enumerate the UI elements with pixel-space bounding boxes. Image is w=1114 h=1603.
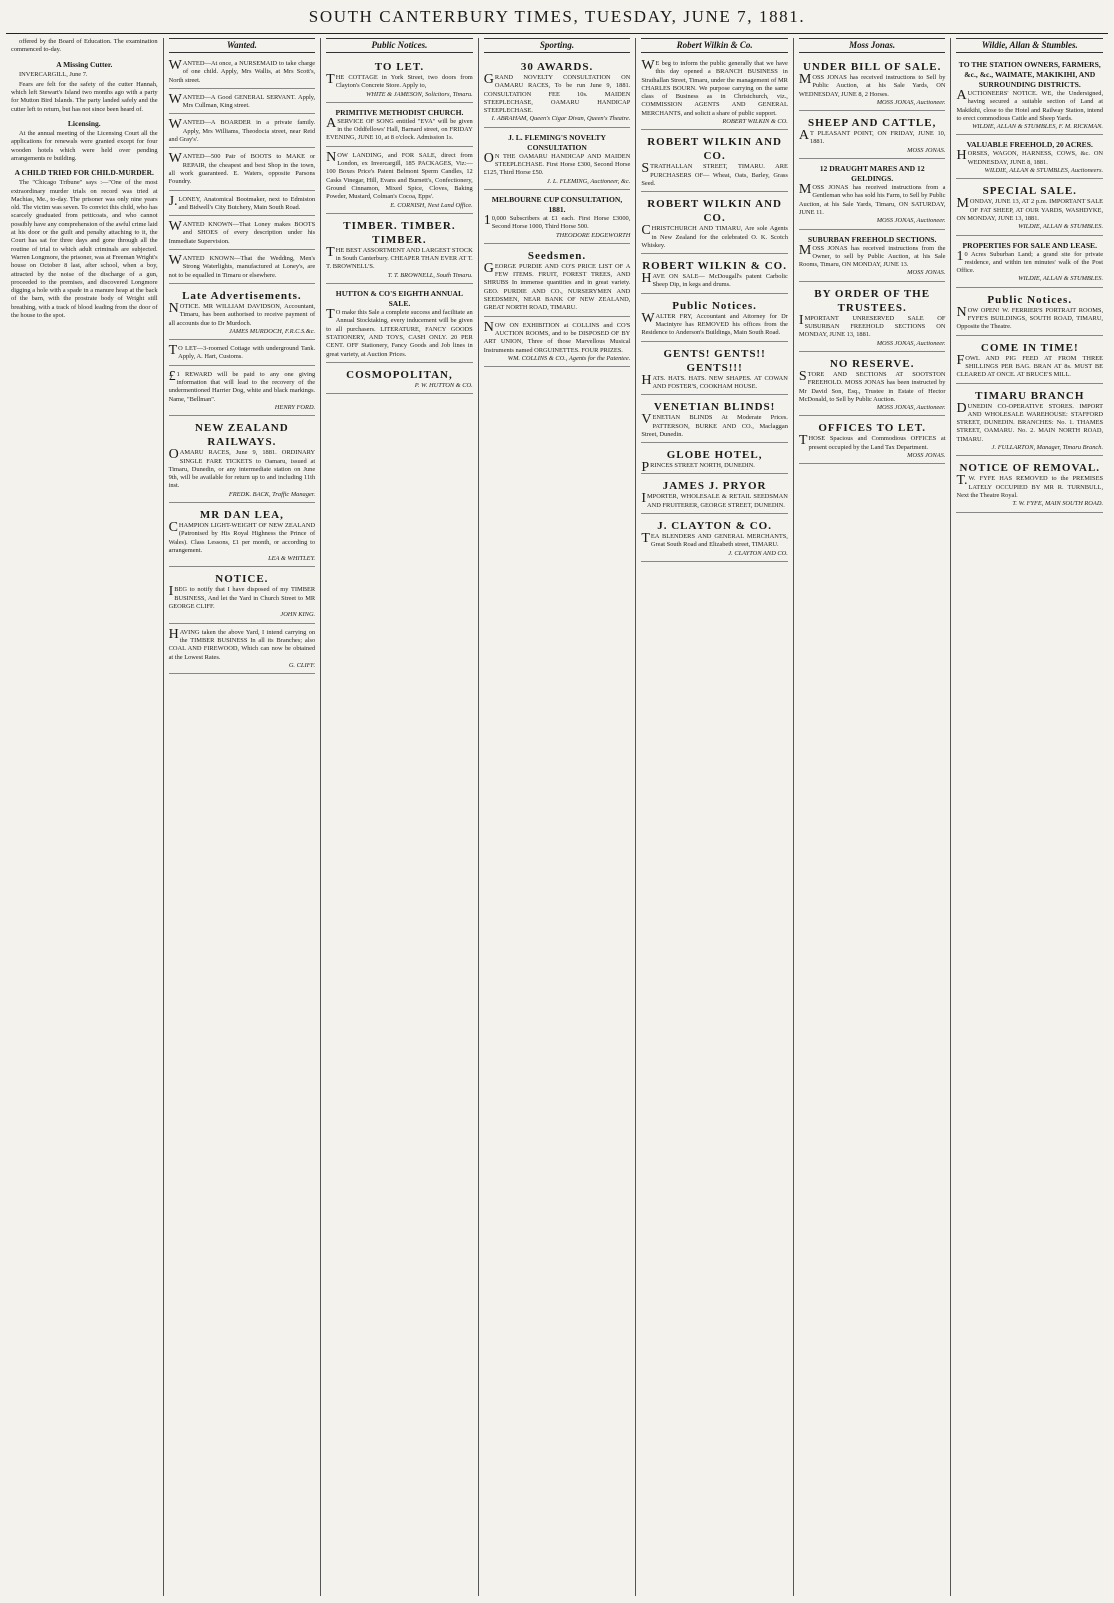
ad-title: ROBERT WILKIN AND CO. — [647, 198, 782, 225]
advertisement — [641, 57, 788, 130]
masthead-rule — [6, 33, 1108, 34]
ad-text: ASERVICE OF SONG entitled "EVA" will be given in the Oddfellows' Hall, Barnard street, on FRIDAY EVENING, JUNE 10, at 8 o'clock. Admission 1s. — [326, 115, 473, 142]
ad-text: HAVE ON SALE— McDougall's patent Carbolic Sheep Dip, in kegs and drums. — [641, 271, 788, 289]
ad-signature: MOSS JONAS, Auctioneer. — [876, 217, 946, 225]
ad-signature: T. W. FYFE, MAIN SOUTH ROAD. — [1012, 500, 1104, 508]
ad-text: FOWL AND PIG FEED AT FROM THREE SHILLINGS PER BAG. BRAN AT 8s. MUST BE CLEARED AT ONCE. AT BRUCE'S MILL. — [956, 352, 1104, 379]
advertisement — [641, 256, 788, 294]
masthead: SOUTH CANTERBURY TIMES, TUESDAY, JUNE 7, 1881. — [308, 7, 806, 26]
article-paragraph: Fears are felt for the safety of the cutter Hannah, which left Stewart's Island two months ago with a party for Mutton Bird Islands. The party landed safely and the cutter left to return, but has not since been heard of. — [11, 80, 158, 113]
advertisement — [641, 516, 788, 562]
ad-text: GEORGE PURDIE AND CO'S PRICE LIST OF A FEW ITEMS. FRUIT, FOREST TREES, AND SHRUBS In immense quantities and in great variety. GEO. PURDIE AND CO., NURSERYMEN AND SEEDSMEN, NEAR BANK OF NEW ZEALAND, GREAT NORTH ROAD, TIMARU. — [483, 260, 631, 312]
advertisement — [326, 149, 473, 214]
ad-text: ON THE OAMARU HANDICAP AND MAIDEN STEEPLECHASE. First Horse £300, Second Horse £125, Third Horse £50. — [483, 150, 631, 177]
ad-text: IBEG to notify that I have disposed of my TIMBER BUSINESS, And let the Yard in Church Street to MR GEORGE CLIFF. — [168, 584, 316, 611]
ad-text: VENETIAN BLINDS At Moderate Prices. PATTERSON, BURKE AND CO., Maclaggan Street, Dunedin. — [641, 412, 788, 438]
ad-text: HATS. HATS. HATS. NEW SHAPES. AT COWAN AND FOSTER'S, COOKHAM HOUSE. — [641, 372, 788, 390]
advertisement — [641, 296, 788, 342]
ad-text: AT PLEASANT POINT, ON FRIDAY, JUNE 10, 1881. — [798, 128, 946, 146]
advertisement — [169, 569, 316, 623]
ad-title: SPECIAL SALE. — [982, 185, 1077, 198]
advertisement — [956, 181, 1103, 235]
advertisement — [641, 397, 788, 443]
column-4 — [479, 38, 637, 1596]
article-body — [11, 179, 158, 320]
ad-title: TIMARU BRANCH — [975, 389, 1085, 402]
ad-signature: JAMES MURDOCH, F.R.C.S.&c. — [229, 327, 316, 335]
column-2 — [164, 38, 322, 1596]
ad-title: BY ORDER OF THE TRUSTEES. — [814, 287, 931, 314]
ad-signature: J. CLAYTON AND CO. — [728, 549, 788, 557]
ad-title: OFFICES TO LET. — [818, 422, 926, 435]
ad-title: 12 DRAUGHT MARES AND 12 GELDINGS. — [819, 164, 925, 184]
advertisement — [799, 418, 946, 464]
ad-text: WANTED—At once, a NURSEMAID to take charge of one child. Apply, Mrs Wallis, at Mrs Scott's, North street. — [168, 58, 316, 84]
article-body — [11, 38, 158, 55]
advertisement — [326, 365, 473, 394]
article-paragraph: At the annual meeting of the Licensing Court all the applications for renewals were granted except for four wooden hotels which were held over pending arrangements re building. — [11, 130, 158, 162]
column-heading: Robert Wilkin & Co. — [641, 38, 788, 53]
newspaper-columns — [6, 38, 1108, 1596]
news-article — [11, 168, 158, 320]
advertisement — [169, 342, 316, 366]
ad-signature: MOSS JONAS. — [907, 269, 946, 277]
advertisement — [169, 418, 316, 503]
article-body — [11, 130, 158, 163]
ad-text: WALTER FRY, Accountant and Attorney for Dr Macintyre has REMOVED his offices from the Residence to Anderson's Buildings, Main South Road. — [641, 310, 788, 337]
ad-text: 10 Acres Suburban Land; a grand site for private residence, and within ten minutes' walk of the Post Office. — [956, 248, 1104, 275]
advertisement — [956, 338, 1103, 384]
ad-text: STRATHALLAN STREET, TIMARU. ARE PURCHASERS OF— Wheat, Oats, Barley, Grass Seed. — [641, 161, 788, 187]
ad-title: Late Advertisements. — [182, 289, 302, 302]
ad-signature: E. CORNISH, Next Land Office. — [390, 201, 473, 209]
advertisement — [169, 193, 316, 217]
ad-title: NOTICE OF REMOVAL. — [959, 462, 1101, 475]
ad-title: MR DAN LEA, — [199, 508, 284, 521]
ad-title: PROPERTIES FOR SALE AND LEASE. — [962, 240, 1098, 250]
ad-text: WE beg to inform the public generally that we have this day opened a BRANCH BUSINESS in Strathallan Street, Timaru, under the management of MR CHARLES BOURN. We purpose carrying on the same class of Business as in Christchurch, viz., COMMISSION AGENTS AND GENERAL MERCHANTS, and solicit a share of public support. — [641, 58, 788, 117]
news-article — [11, 38, 158, 55]
advertisement — [641, 476, 788, 514]
ad-text: GRAND NOVELTY CONSULTATION ON OAMARU RACES, To be run June 9, 1881. CONSULTATION FEE 10s. MAIDEN STEEPLECHASE, OAMARU HANDICAP STEEPLECHASE. — [483, 72, 631, 115]
advertisement — [169, 116, 316, 148]
advertisement — [956, 386, 1103, 457]
article-paragraph: The "Chicago Tribune" says :—"One of the most extraordinary murder trials on record was tried at Machias, Me., to-day. The prisoner was only nine years old. The victim was seven. To convict this child, who has scarcely graduated from petticoats, and who cannot possibly have any comprehension of the awful crime laid at his door or the guilt and penalty attaching to it, the Court has sat for three days and gone through all the routine of trial to which adult criminals are subjected. Warren Longmore, the prisoner, was at Freeman Wright's house on October 8 last, after school, when a boy, attracted by the noise of the discharge of a gun, proceeded to the premises, and discovered Longmore digging a hole with a spade in a manure heap at the back of the barn, with the prostrate body of Wright still breathing, with a track of blood leading from the door of the house to the spot. — [11, 179, 158, 320]
ad-title: VALUABLE FREEHOLD, 20 ACRES. — [966, 140, 1093, 150]
ad-title: J. CLAYTON & CO. — [657, 520, 772, 533]
ad-signature: J. L. FLEMING, Auctioneer, &c. — [546, 177, 631, 185]
advertisement — [326, 105, 473, 147]
column-heading: Moss Jonas. — [799, 38, 946, 53]
ad-title: SHEEP AND CATTLE, — [808, 117, 937, 130]
column-1 — [6, 38, 164, 1596]
advertisement — [799, 161, 946, 229]
advertisement — [326, 57, 473, 103]
ad-text: DUNEDIN CO-OPERATIVE STORES. IMPORT AND WHOLESALE WAREHOUSE: STAFFORD STREET, DUNEDIN. BRANCHES: No. 1. THAMES STREET, OAMARU. No. 2. MAIN NORTH ROAD, TIMARU. — [956, 400, 1104, 443]
advertisement — [956, 290, 1103, 336]
advertisement — [169, 286, 316, 340]
ad-text: WANTED—500 Pair of BOOTS to MAKE or REPAIR, the cheapest and best Shop in the town, all work guaranteed. E. Waters, opposite Parsons Foundry. — [168, 151, 316, 186]
ad-text: NOW LANDING, and FOR SALE, direct from London, ex Invercargill, 185 PACKAGES, Viz:— 100 Boxes Price's Patent Belmont Sperm Candles, 12 Casks Vinegar, Hill, Evans and Burnett's, Confectionery, Ground Cinnamon, Mixed Spice, Cloves, Baking Powder, Mustard, Colman's Cocoa, Epps'. — [326, 149, 473, 201]
ad-title: NO RESERVE. — [829, 357, 915, 370]
ad-signature: JOHN KING. — [280, 611, 316, 619]
ad-text: PRINCES STREET NORTH, DUNEDIN. — [641, 460, 755, 476]
advertisement — [956, 238, 1103, 288]
ad-signature: I. ABRAHAM, Queen's Cigar Divan, Queen's Theatre. — [491, 115, 631, 123]
advertisement — [799, 284, 946, 352]
ad-title: Seedsmen. — [527, 249, 587, 262]
column-heading: Wanted. — [169, 38, 316, 53]
ad-text: THE BEST ASSORTMENT AND LARGEST STOCK in South Canterbury. CHEAPER THAN EVER AT T. T. BROWNELL'S. — [326, 244, 473, 271]
ad-title: ROBERT WILKIN AND CO. — [647, 136, 782, 163]
advertisement — [326, 216, 473, 284]
advertisement — [169, 218, 316, 250]
ad-text: WANTED—A Good GENERAL SERVANT. Apply, Mrs Cullman, King street. — [168, 91, 316, 110]
news-article — [11, 119, 158, 163]
ad-signature: MOSS JONAS, Auctioneer. — [876, 404, 946, 412]
ad-signature: LEA & WHITLEY. — [268, 555, 316, 563]
advertisement — [169, 91, 316, 115]
ad-title: NEW ZEALAND RAILWAYS. — [195, 422, 289, 449]
ad-title: J. L. FLEMING'S NOVELTY CONSULTATION — [508, 132, 606, 152]
ad-title: GLOBE HOTEL, — [666, 449, 763, 462]
advertisement — [799, 232, 946, 282]
ad-title: PRIMITIVE METHODIST CHURCH. — [335, 107, 464, 117]
advertisement — [641, 344, 788, 396]
article-title: A CHILD TRIED FOR CHILD-MURDER. — [14, 168, 154, 178]
advertisement — [799, 57, 946, 111]
ad-text: MOSS JONAS has received instructions to Sell by Public Auction, at his Sale Yards, ON WEDNESDAY, JUNE 8, 2 Horses. — [798, 72, 946, 98]
article-title: Licensing. — [67, 119, 101, 129]
ad-text: HAVING taken the above Yard, I intend carrying on the TIMBER BUSINESS In all its Branches; also COAL AND FIREWOOD, Which can now be obtained at the Lowest Rates. — [168, 626, 316, 661]
ad-signature: FREDK. BACK, Traffic Manager. — [228, 490, 316, 498]
ad-text: MONDAY, JUNE 13, AT 2 p.m. IMPORTANT SALE OF FAT SHEEP, AT OUR YARDS, WASHDYKE, ON MONDAY, JUNE 13, 1881. — [956, 196, 1104, 222]
ad-title: TIMBER. TIMBER. TIMBER. — [343, 219, 456, 246]
ad-title: Public Notices. — [987, 293, 1073, 306]
ad-text: MOSS JONAS has received instructions from a Gentleman who has sold his Farm, to Sell by Public Auction, at his Sale Yards, Timaru, ON SATURDAY, JUNE 11. — [798, 182, 946, 216]
article-title: A Missing Cutter. — [56, 59, 113, 69]
ad-title: SUBURBAN FREEHOLD SECTIONS. — [807, 234, 937, 244]
ad-text: T.W. FYFE HAS REMOVED to the PREMISES LATELY OCCUPIED BY MR R. TURNBULL, Next the Theatre Royal. — [956, 473, 1104, 499]
ad-signature: G. CLIFF. — [288, 661, 316, 669]
ad-text: OAMARU RACES, June 9, 1881. ORDINARY SINGLE FARE TICKETS to Oamaru, issued at Timaru, Dunedin, or any intermediate station on June 9th, will be available for return up to and including 11th inst. — [168, 447, 316, 490]
column-heading: Wildie, Allan & Stumbles. — [956, 38, 1103, 53]
ad-signature: WHITE & JAMESON, Solicitors, Timaru. — [366, 90, 473, 98]
ad-text: NOTICE. MR WILLIAM DAVIDSON, Accountant, Timaru, has been authorised to receive payment of all accounts due to Dr Murdoch. — [168, 300, 316, 327]
advertisement — [641, 194, 788, 254]
advertisement — [484, 57, 631, 128]
advertisement — [484, 130, 631, 190]
ad-signature: MOSS JONAS, Auctioneer. — [876, 98, 946, 106]
ad-title: ROBERT WILKIN & CO. — [642, 260, 787, 273]
ad-signature: ROBERT WILKIN & CO. — [722, 118, 788, 126]
ad-text: CHAMPION LIGHT-WEIGHT OF NEW ZEALAND (Patronised by His Royal Highness the Prince of Wales). Class Lessons, £1 per month, or according to arrangement. — [168, 519, 316, 554]
ad-text: J.LONEY, Anatomical Bootmaker, next to Edmiston and Bidwell's City Butchery, Main South Road. — [168, 193, 316, 211]
ad-signature: WILDIE, ALLAN & STUMBLES. — [1018, 223, 1104, 231]
advertisement — [169, 252, 316, 284]
advertisement — [484, 319, 631, 367]
ad-text: IMPORTANT UNRESERVED SALE OF SUBURBAN FREEHOLD SECTIONS ON MONDAY, JUNE 13, 1881. — [798, 312, 946, 339]
advertisement — [169, 150, 316, 190]
news-article — [11, 60, 158, 114]
ad-text: WANTED KNOWN—That the Wedding, Men's Strong Waterlights, manufactured at Loney's, are not to be equalled in Timaru or elsewhere. — [168, 253, 316, 279]
advertisement — [956, 458, 1103, 512]
ad-text: IMPORTER, WHOLESALE & RETAIL SEEDSMAN AND FRUITERER, GEORGE STREET, DUNEDIN. — [641, 491, 788, 509]
ad-signature: WILDIE, ALLAN & STUMBLES. — [1018, 275, 1104, 283]
advertisement — [326, 286, 473, 363]
column-6 — [794, 38, 952, 1596]
ad-signature: WILDIE, ALLAN & STUMBLES, Auctioneers. — [984, 167, 1104, 175]
ad-signature: MOSS JONAS, Auctioneer. — [876, 339, 946, 347]
ad-title: UNDER BILL OF SALE. — [802, 61, 942, 73]
advertisement — [641, 445, 788, 474]
advertisement — [956, 57, 1103, 135]
ad-signature: MOSS JONAS. — [907, 146, 946, 154]
ad-title: VENETIAN BLINDS! — [653, 401, 776, 414]
ad-text: HORSES, WAGON, HARNESS, COWS, &c. ON WEDNESDAY, JUNE 8, 1881. — [956, 148, 1104, 166]
ad-text: CHRISTCHURCH AND TIMARU, Are sole Agents in New Zealand for the celebrated O. K. Scotch Whiskey. — [641, 223, 788, 249]
column-heading: Public Notices. — [326, 38, 473, 53]
advertisement — [169, 57, 316, 89]
ad-signature: J. FULLARTON, Manager, Timaru Branch. — [991, 444, 1104, 452]
ad-signature: WM. COLLINS & CO., Agents for the Patentee. — [507, 354, 631, 362]
ad-signature: P. W. HUTTON & CO. — [414, 381, 473, 389]
advertisement — [169, 368, 316, 416]
ad-text: NOW ON EXHIBITION at COLLINS and CO'S AUCTION ROOMS, and to be DISPOSED OF BY ART UNION, Three of those Marvellous Musical Instruments named ORGUINETTES. FOUR PRIZES. — [483, 319, 631, 354]
ad-title: HUTTON & CO'S EIGHTH ANNUAL SALE. — [335, 289, 464, 309]
column-3 — [321, 38, 479, 1596]
ad-signature: T. T. BROWNELL, South Timaru. — [387, 271, 473, 279]
ad-text: THE COTTAGE in York Street, two doors from Clayton's Concrete Store. Apply to, — [326, 72, 473, 90]
ad-title: 30 AWARDS. — [520, 61, 594, 73]
ad-text: AUCTIONEERS' NOTICE. WE, the Undersigned, having secured a suitable section of Land at Makikihi, close to the Hotel and Railway Station, intend to erect commodious Cattle and Sheep Yards. — [956, 88, 1104, 122]
ad-text: THOSE Spacious and Commodious OFFICES at present occupied by the Land Tax Department. — [798, 433, 946, 451]
advertisement — [169, 626, 316, 674]
column-heading: Sporting. — [484, 38, 631, 53]
ad-signature: MOSS JONAS. — [907, 452, 946, 460]
ad-signature: WILDIE, ALLAN & STUMBLES, F. M. RICKMAN. — [972, 123, 1104, 131]
ad-title: TO LET. — [374, 61, 425, 73]
ad-title: MELBOURNE CUP CONSULTATION, 1881. — [491, 194, 623, 214]
column-7 — [951, 38, 1108, 1596]
advertisement — [799, 113, 946, 159]
ad-text: NOW OPEN! W. FERRIER'S PORTRAIT ROOMS, FYFE'S BUILDINGS, SOUTH ROAD, TIMARU, Opposite the Theatre. — [956, 304, 1104, 331]
ad-title: NOTICE. — [215, 573, 269, 586]
ad-signature: HENRY FORD. — [274, 403, 316, 411]
advertisement — [484, 246, 631, 317]
ad-text: MOSS JONAS has received instructions from the Owner, to sell by Public Auction, at his Sale Rooms, Timaru, ON MONDAY, JUNE 13. — [798, 242, 946, 269]
ad-title: COSMOPOLITAN, — [346, 368, 453, 381]
ad-title: TO THE STATION OWNERS, FARMERS, &c., &c., WAIMATE, MAKIKIHI, AND SURROUNDING DISTRICTS. — [958, 60, 1101, 89]
advertisement — [641, 132, 788, 192]
ad-text: WANTED—A BOARDER in a private family. Apply, Mrs Williams, Theodocia street, near Reid and Gray's'. — [168, 117, 316, 144]
advertisement — [799, 354, 946, 416]
ad-text: 10,000 Subscribers at £1 each. First Horse £3000, Second Horse 1000, Third Horse 500. — [483, 212, 631, 231]
ad-text: STORE AND SECTIONS AT SOOTSTON FREEHOLD. MOSS JONAS has been instructed by Mr David Son, Esq., Trustee in Estate of Hector McDonald, to Sell by Public Auction. — [798, 368, 946, 403]
article-body — [11, 71, 158, 114]
advertisement — [169, 505, 316, 567]
ad-title: GENTS! GENTS!! GENTS!!! — [663, 347, 766, 374]
advertisement — [956, 137, 1103, 179]
ad-text: TO make this Sale a complete success and facilitate an Annual Stocktaking, every inducement will be given to all purchasers. LITERATURE, FANCY GOODS STATIONERY, AND TOYS, CASH ONLY. 20 PER CENT. OFF Stationery, Fancy Goods and Job lines in great variety, at Auction Prices. — [326, 307, 473, 358]
advertisement — [484, 192, 631, 244]
ad-title: JAMES J. PRYOR — [662, 480, 767, 493]
ad-signature: THEODORE EDGEWORTH — [555, 231, 631, 239]
article-paragraph: INVERCARGILL, June 7. — [19, 70, 88, 78]
ad-text: WANTED KNOWN—That Loney makes BOOTS and SHOES of every description under his Immediate Supervision. — [168, 219, 316, 245]
ad-text: TEA BLENDERS AND GENERAL MERCHANTS, Great South Road and Elizabeth street, TIMARU. — [641, 531, 788, 549]
ad-title: COME IN TIME! — [980, 341, 1079, 354]
ad-text: TO LET—3-roomed Cottage with underground Tank. Apply, A. Hart, Customs. — [168, 343, 316, 361]
ad-title: Public Notices. — [672, 299, 757, 312]
article-paragraph: offered by the Board of Education. The examination commenced to-day. — [11, 38, 158, 54]
column-5 — [636, 38, 794, 1596]
ad-text: £1 REWARD will be paid to any one giving information that will lead to the recovery of the undermentioned Harrier Dog, white and black markings. Name, "Bellman". — [168, 368, 316, 403]
